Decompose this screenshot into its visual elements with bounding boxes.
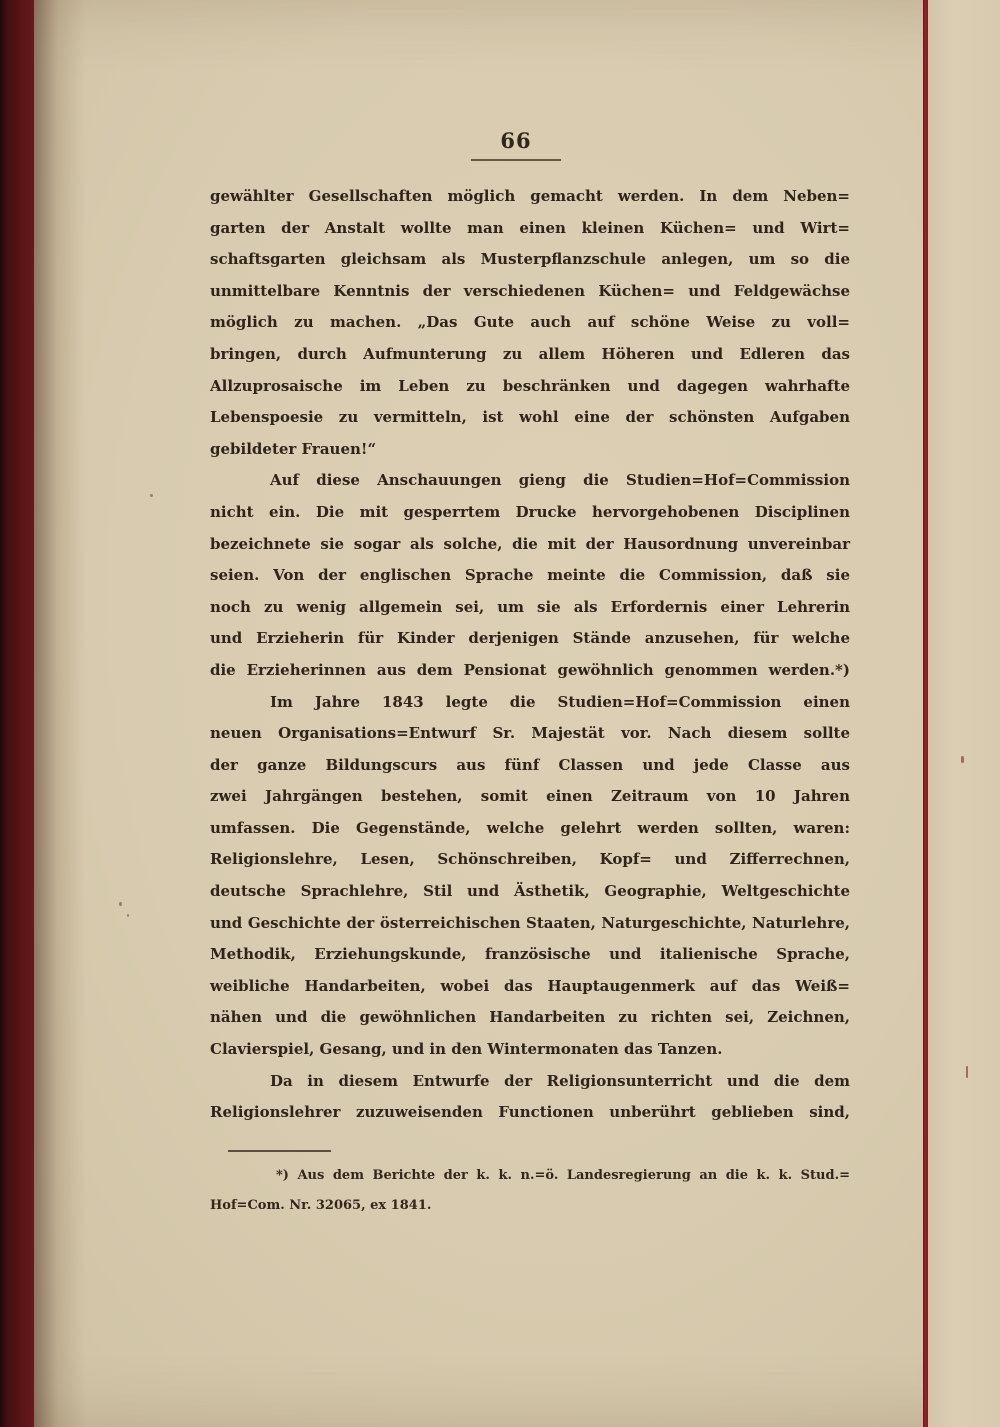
gutter-shadow [34,0,86,1427]
text-line: deutsche Sprachlehre, Stil und Ästhetik, Geographie, Weltgeschichte [210,882,850,901]
text-line: der ganze Bildungscurs aus fünf Classen und jede Classe aus [210,755,850,774]
text-line: schaftsgarten gleichsam als Musterpflanzschule anlegen, um so die [210,250,850,269]
ink-speck [119,902,122,906]
footnote [210,1161,850,1221]
text-line: Lebenspoesie zu vermitteln, ist wohl eine der schönsten Aufgaben [210,408,850,427]
footnote-line: Hof=Com. Nr. 32065, ex 1841. [210,1198,432,1213]
footnote-rule [228,1150,331,1152]
text-line: Im Jahre 1843 legte die Studien=Hof=Commission einen [270,692,850,711]
text-line: Religionslehrer zuzuweisenden Functionen unberührt geblieben sind, [210,1103,850,1122]
text-line: Auf diese Anschauungen gieng die Studien=Hof=Commission [270,471,850,490]
edge-mark [966,1066,968,1078]
text-line: bezeichnete sie sogar als solche, die mit der Hausordnung unvereinbar [210,534,850,553]
text-line: Methodik, Erziehungskunde, französische und italienische Sprache, [210,945,850,964]
text-line: und Erzieherin für Kinder derjenigen Stände anzusehen, für welche [210,629,850,648]
text-line: und Geschichte der österreichischen Staaten, Naturgeschichte, Naturlehre, [210,913,850,932]
ink-speck [150,494,153,497]
page-number: 66 [500,128,532,153]
text-line: unmittelbare Kenntnis der verschiedenen Küchen= und Feldgewächse [210,281,850,300]
footnote-line: *) Aus dem Berichte der k. k. n.=ö. Landesregierung an die k. k. Stud.= [276,1168,850,1183]
text-line: möglich zu machen. „Das Gute auch auf schöne Weise zu voll= [210,313,850,332]
text-line: neuen Organisations=Entwurf Sr. Majestät vor. Nach diesem sollte [210,724,850,743]
text-line: bringen, durch Aufmunterung zu allem Höheren und Edleren das [210,344,850,363]
text-line: gebildeter Frauen!“ [210,439,377,458]
text-line: seien. Von der englischen Sprache meinte die Commission, daß sie [210,566,850,585]
text-line: garten der Anstalt wollte man einen kleinen Küchen= und Wirt= [210,218,850,237]
page-right-margin [928,0,1000,1427]
page-number-rule [471,159,561,161]
book-binding-edge [0,0,34,1427]
text-line: noch zu wenig allgemein sei, um sie als Erfordernis einer Lehrerin [210,597,850,616]
text-line: zwei Jahrgängen bestehen, somit einen Zeitraum von 10 Jahren [210,787,850,806]
text-line: weibliche Handarbeiten, wobei das Hauptaugenmerk auf das Weiß= [210,976,850,995]
text-line: Allzuprosaische im Leben zu beschränken und dagegen wahrhafte [210,376,850,395]
text-line: nicht ein. Die mit gesperrtem Drucke hervorgehobenen Disciplinen [210,502,850,521]
text-line: nähen und die gewöhnlichen Handarbeiten zu richten sei, Zeichnen, [210,1008,850,1027]
ink-speck [127,914,129,917]
text-line: die Erzieherinnen aus dem Pensionat gewöhnlich genommen werden.*) [210,660,850,679]
edge-mark [961,756,964,763]
text-line: umfassen. Die Gegenstände, welche gelehrt werden sollten, waren: [210,818,850,837]
body-text [210,181,850,1129]
text-line: Religionslehre, Lesen, Schönschreiben, Kopf= und Zifferrechnen, [210,850,850,869]
text-line: Da in diesem Entwurfe der Religionsunterricht und die dem [270,1071,850,1090]
text-line: gewählter Gesellschaften möglich gemacht werden. In dem Neben= [210,187,850,205]
page-header [196,128,836,161]
text-line: Clavierspiel, Gesang, und in den Wintermonaten das Tanzen. [210,1040,723,1059]
